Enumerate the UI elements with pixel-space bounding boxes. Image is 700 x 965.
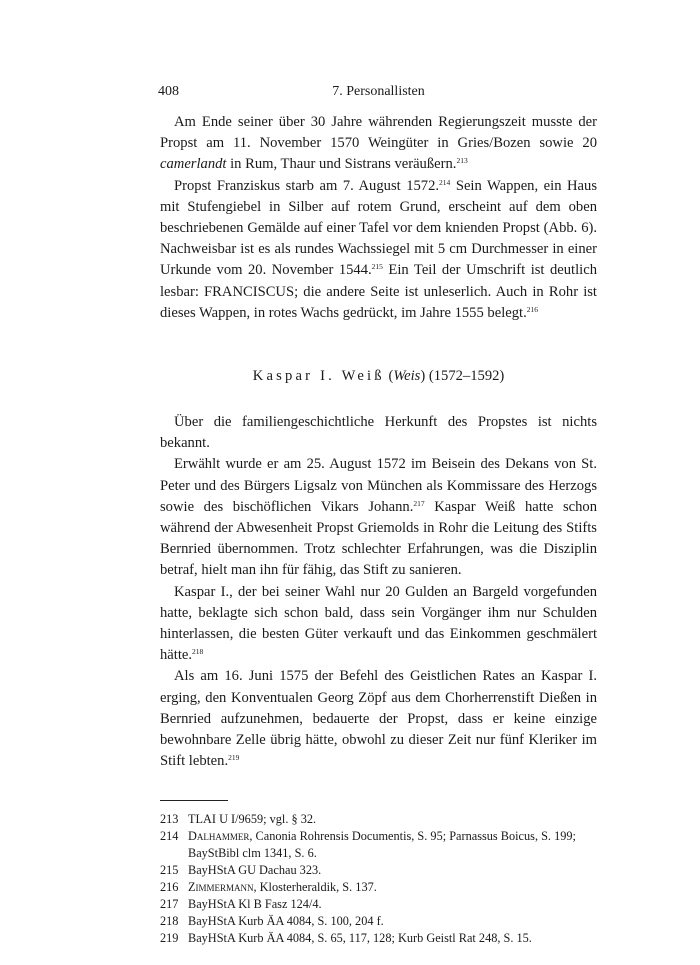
text-run: Kaspar Weiß hatte schon während der Abwesenheit Propst Griemolds in Rohr die Leitung des Stifts Bernried übernommen. Trotz schlechter Erfahrungen, was die Disziplin betraf, hielt man ihn für fähig, das Stift zu sanieren. — [160, 498, 597, 579]
page-number: 408 — [158, 84, 179, 99]
footnote-number: 216 — [160, 880, 179, 895]
footnote — [160, 828, 597, 862]
footnote-number: 213 — [160, 812, 179, 827]
footnote-text — [188, 930, 597, 947]
text-run: TLAI U I/9659; vgl. § 32. — [188, 812, 317, 827]
footnote — [160, 913, 597, 930]
footnote-ref: 217 — [413, 498, 425, 508]
section-heading: Kaspar I. Weiß (Weis) (1572–1592) — [252, 368, 505, 385]
paragraph — [160, 112, 597, 176]
author-name: Zimmermann — [188, 880, 254, 895]
chapter-title: 7. Personallisten — [332, 84, 425, 99]
footnote — [160, 811, 597, 828]
text-run: Als am 16. Juni 1575 der Befehl des Geistlichen Rates an Kaspar I. erging, den Konventualen Georg Zöpf aus dem Chorherrenstift Dießen in Bernried aufzunehmen, bedauerte der Propst, dass er keine einzige bewohnbare Zelle übrig hätte, obwohl zu dieser Zeit nur fünf Kleriker im Stift lebten. — [160, 668, 597, 770]
text-run: BayHStA Kurb ÄA 4084, S. 100, 204 f. — [188, 914, 384, 929]
text-run: BayHStA Kl B Fasz 124/4. — [188, 897, 322, 912]
footnote-text — [188, 862, 597, 879]
text-run: Kaspar I., der bei seiner Wahl nur 20 Gulden an Bargeld vorgefunden hatte, beklagte sich schon bald, dass sein Vorgänger ihm nur Schulden hinterlassen, die besten Güter verkauft und das Einkommen geschmälert hätte. — [160, 583, 597, 664]
italic-text: camerlandt — [160, 156, 227, 173]
text-run: Propst Franziskus starb am 7. August 1572. — [174, 177, 440, 194]
footnote-text — [188, 896, 597, 913]
text-run: , Klosterheraldik, S. 137. — [253, 880, 377, 895]
footnote — [160, 879, 597, 896]
text-run: Erwählt wurde er am 25. August 1572 im Beisein des Dekans von St. Peter und des Bürgers Ligsalz von München als Kommissare des Herzogs sowie des bischöflichen Vikars Johann. — [160, 456, 597, 515]
paragraph — [160, 412, 597, 454]
text-run: BayHStA GU Dachau 323. — [188, 863, 322, 878]
footnote-ref: 213 — [456, 156, 468, 166]
text-run: in Rum, Thaur und Sistrans veräußern. — [226, 156, 457, 173]
footnote-ref: 216 — [526, 304, 538, 314]
paragraphs-bottom — [160, 412, 597, 772]
footnote-ref: 219 — [228, 753, 240, 763]
text-run: , Canonia Rohrensis Documentis, S. 95; Parnassus Boicus, S. 199; BayStBibl clm 1341, S. 6. — [188, 829, 576, 861]
body-text — [160, 112, 597, 772]
footnote-text — [188, 879, 597, 896]
footnote-rule — [160, 800, 228, 801]
section-heading-name: Kaspar I. Weiß — [252, 368, 385, 385]
paragraph — [160, 666, 597, 772]
section-heading-years: (1572–1592) — [428, 368, 505, 385]
footnote — [160, 896, 597, 913]
paragraph — [160, 176, 597, 324]
running-head — [160, 84, 597, 112]
text-run: Über die familiengeschichtliche Herkunft des Propstes ist nichts bekannt. — [160, 414, 597, 452]
paragraph — [160, 454, 597, 581]
footnote — [160, 930, 597, 947]
footnote-number: 217 — [160, 897, 179, 912]
footnote-number: 218 — [160, 914, 179, 929]
text-run: Sein Wappen, ein Haus mit Stufengiebel in Silber auf rotem Grund, erscheint auf dem oben beschriebenen Gemälde auf einer Tafel vor dem knienden Propst (Abb. 6). Nachweisbar ist es als rundes Wachssiegel mit 5 cm Durchmesser in einer Urkunde vom 20. November 1544. — [160, 177, 598, 279]
footnote-ref: 215 — [371, 262, 383, 272]
paragraphs-top — [160, 112, 597, 324]
footnote — [160, 862, 597, 879]
footnote-number: 219 — [160, 931, 179, 946]
text-run: Am Ende seiner über 30 Jahre währenden Regierungszeit musste der Propst am 11. November 1570 Weingüter in Gries/Bozen sowie 20 — [160, 114, 597, 152]
footnote-ref: 214 — [439, 177, 451, 187]
text-run: BayHStA Kurb ÄA 4084, S. 65, 117, 128; Kurb Geistl Rat 248, S. 15. — [188, 931, 532, 946]
footnote-number: 215 — [160, 863, 179, 878]
footnote-text — [188, 913, 597, 930]
footnote-text — [188, 811, 597, 828]
paragraph — [160, 582, 597, 667]
footnote-number: 214 — [160, 829, 179, 844]
section-heading-variant: Weis — [393, 368, 421, 385]
footnote-text — [188, 828, 597, 862]
footnotes — [160, 811, 597, 947]
book-page — [160, 84, 597, 947]
footnote-ref: 218 — [192, 647, 204, 657]
text-run: Ein Teil der Umschrift ist deutlich lesbar: FRANCISCUS; die andere Seite ist unleserlich. Auch in Rohr ist dieses Wappen, in rotes Wachs gedrückt, im Jahre 1555 belegt. — [160, 262, 597, 321]
author-name: Dalhammer — [188, 829, 250, 844]
